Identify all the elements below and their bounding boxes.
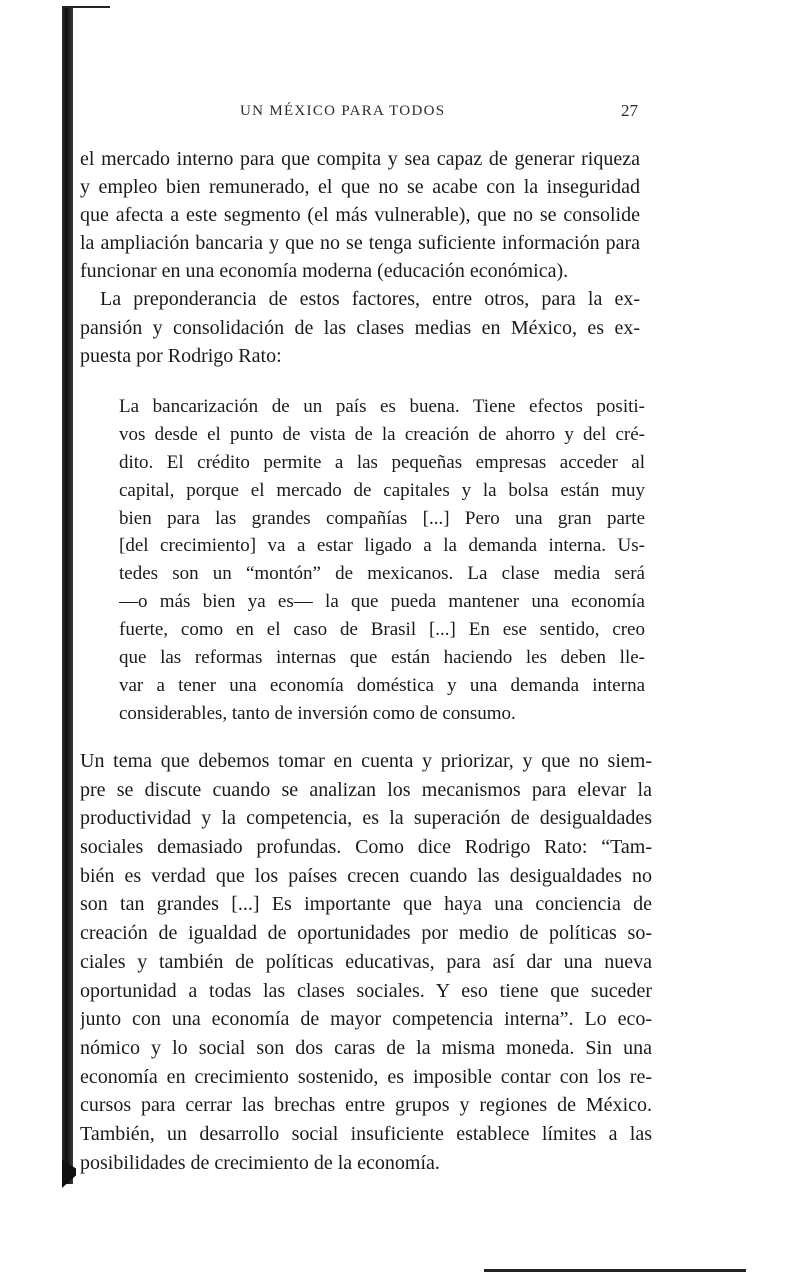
quote-line: [del crecimiento] va a estar ligado a la demanda interna. Us- [119, 535, 645, 557]
text-line: Un tema que debemos tomar en cuenta y priorizar, y que no siem- [80, 750, 652, 772]
text-line: economía en crecimiento sostenido, es imposible contar con los re- [80, 1065, 652, 1088]
page-bottom-rule [484, 1269, 746, 1272]
text-line: pansión y consolidación de las clases medias en México, es ex- [80, 316, 640, 339]
paragraph-2 [80, 285, 640, 369]
text-line: cursos para cerrar las brechas entre grupos y regiones de México. [80, 1094, 652, 1117]
text-line: funcionar en una economía moderna (educación económica). [80, 260, 569, 283]
scan-binding-edge [62, 6, 73, 1184]
text-line: sociales demasiado profundas. Como dice Rodrigo Rato: “Tam- [80, 836, 652, 859]
body-text-top [80, 145, 640, 370]
quote-line: tedes son un “montón” de mexicanos. La clase media será [119, 563, 645, 585]
quote-line: —o más bien ya es— la que pueda mantener una economía [119, 591, 645, 613]
quote-line: capital, porque el mercado de capitales y la bolsa están muy [119, 479, 645, 501]
running-head [80, 103, 640, 125]
text-line: bién es verdad que los países crecen cuando las desigualdades no [80, 864, 652, 887]
text-line: nómico y lo social son dos caras de la misma moneda. Sin una [80, 1036, 652, 1059]
text-line: y empleo bien remunerado, el que no se acabe con la inseguridad [80, 176, 640, 199]
quote-line: La bancarización de un país es buena. Tiene efectos positi- [119, 396, 645, 417]
text-line: la ampliación bancaria y que no se tenga suficiente información para [80, 232, 640, 255]
text-line: puesta por Rodrigo Rato: [80, 344, 282, 367]
text-line: oportunidad a todas las clases sociales. Y eso tiene que suceder [80, 979, 652, 1002]
text-line: También, un desarrollo social insuficiente establece límites a las [80, 1122, 652, 1145]
text-line: ciales y también de políticas educativas, para así dar una nueva [80, 950, 652, 973]
block-quote [119, 393, 645, 728]
quote-line: var a tener una economía doméstica y una demanda interna [119, 674, 645, 696]
quote-line: considerables, tanto de inversión como de consumo. [119, 702, 516, 724]
text-line: el mercado interno para que compita y sea capaz de generar riqueza [80, 148, 640, 170]
page-number: 27 [621, 101, 638, 120]
quote-line: bien para las grandes compañías [...] Pero una gran parte [119, 507, 645, 529]
text-line: que afecta a este segmento (el más vulnerable), que no se consolide [80, 204, 640, 227]
running-head-title: UN MÉXICO PARA TODOS [240, 103, 446, 119]
paragraph-3 [80, 747, 652, 1177]
scan-top-rule [62, 6, 110, 8]
text-line: La preponderancia de estos factores, entre otros, para la ex- [100, 288, 640, 311]
text-line: junto con una economía de mayor competencia interna”. Lo eco- [80, 1008, 652, 1031]
text-line: productividad y la competencia, es la superación de desigualdades [80, 807, 652, 830]
text-line: pre se discute cuando se analizan los mecanismos para elevar la [80, 778, 652, 801]
text-line: posibilidades de crecimiento de la economía. [80, 1151, 440, 1174]
quote-line: vos desde el punto de vista de la creación de ahorro y del cré- [119, 423, 645, 445]
text-line: son tan grandes [...] Es importante que haya una conciencia de [80, 893, 652, 916]
quote-line: dito. El crédito permite a las pequeñas empresas acceder al [119, 451, 645, 473]
quote-line: fuerte, como en el caso de Brasil [...] En ese sentido, creo [119, 619, 645, 641]
text-line: creación de igualdad de oportunidades por medio de políticas so- [80, 922, 652, 945]
paragraph-1 [80, 145, 640, 285]
quote-line: que las reformas internas que están haciendo les deben lle- [119, 647, 645, 669]
